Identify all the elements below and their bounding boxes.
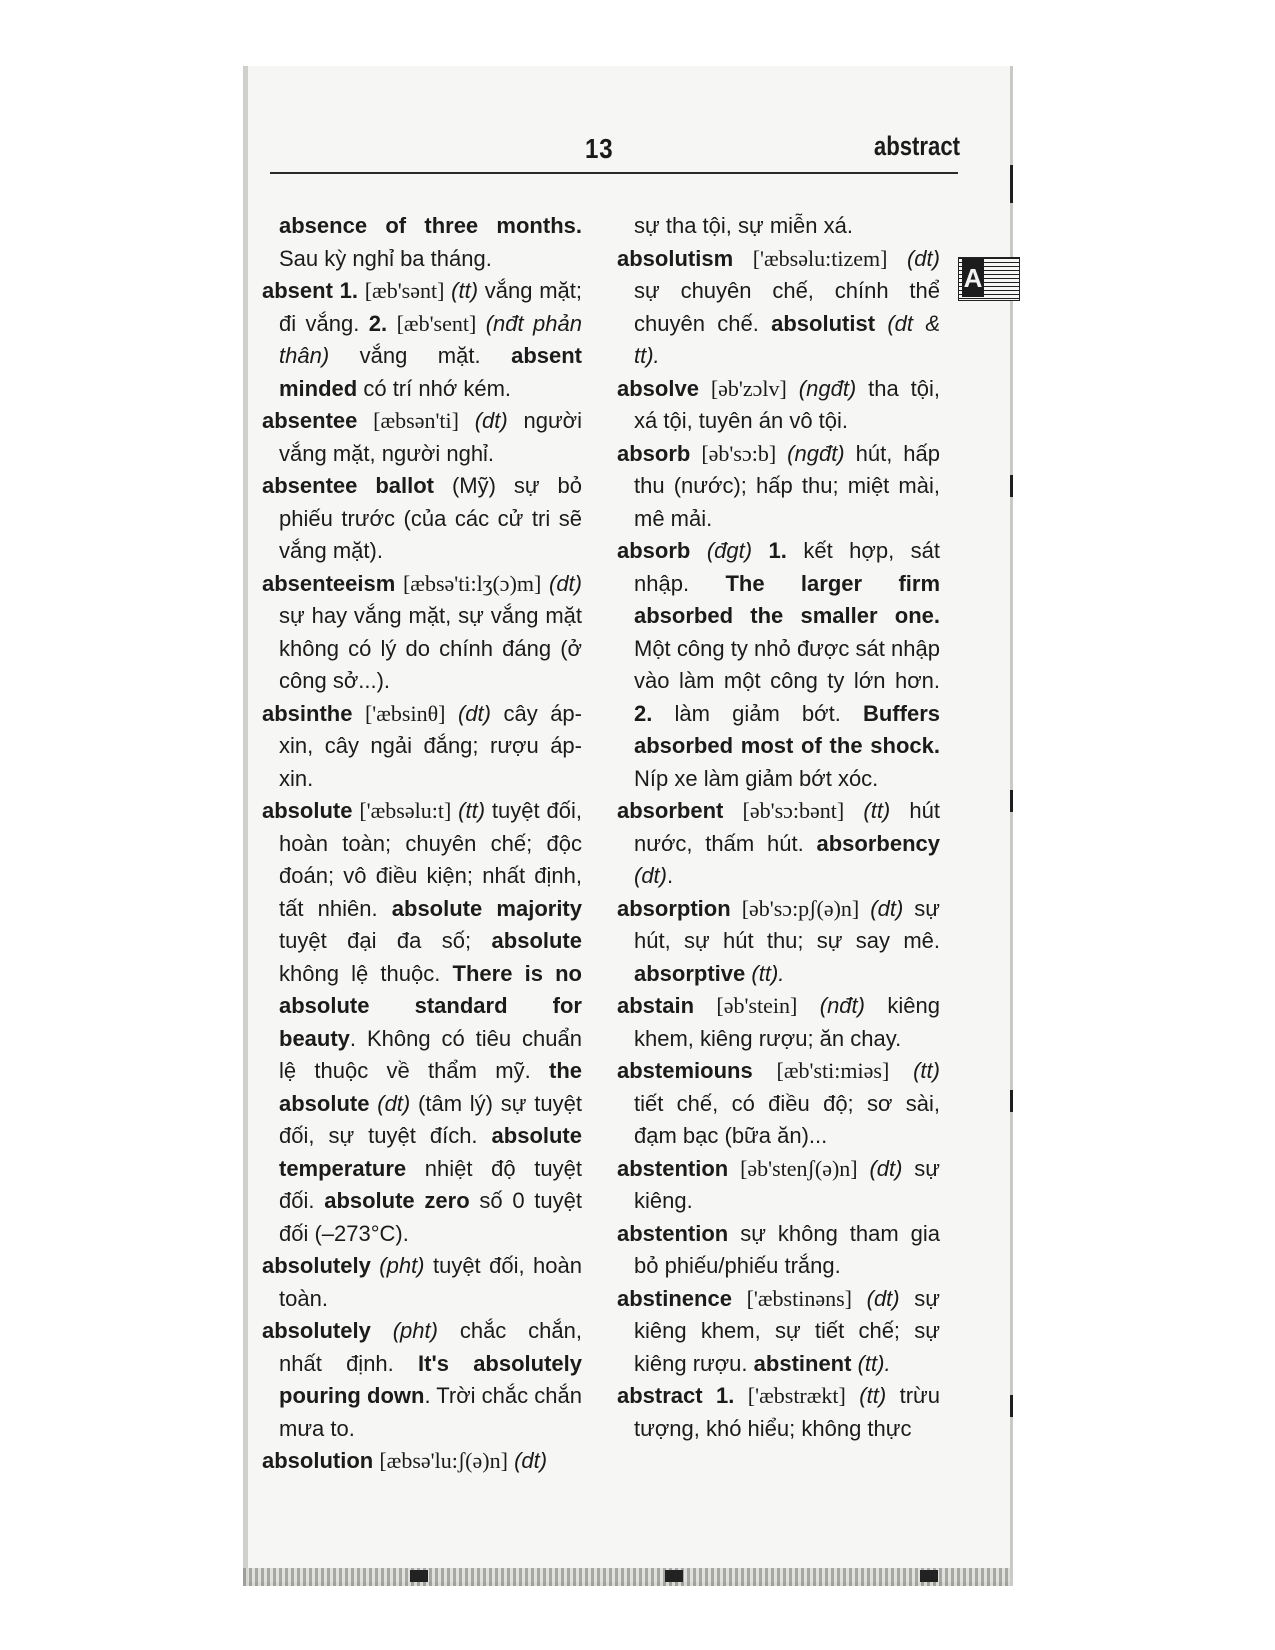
definition-text: làm giảm bớt.: [652, 700, 863, 726]
definition-text: sự tha tội, sự miễn xá.: [634, 213, 853, 238]
pronunciation: ['æbsəlu:t]: [359, 798, 452, 823]
dictionary-entry: [617, 535, 940, 795]
pronunciation: [æbsə'lu:ʃ(ə)n]: [379, 1448, 508, 1473]
definition-text: [852, 1286, 867, 1311]
dictionary-entry: [262, 568, 582, 698]
part-of-speech: (tt): [913, 1058, 940, 1083]
sense-number: 1.: [768, 538, 787, 563]
headword: absinthe: [262, 700, 353, 726]
definition-text: [732, 1286, 747, 1311]
definition-text: [723, 798, 742, 823]
definition-text: [694, 993, 716, 1018]
edge-mark: [1010, 1090, 1013, 1112]
edge-mark: [1010, 1395, 1013, 1417]
header-rule: [270, 172, 958, 174]
pronunciation: [æbsə'ti:lʒ(ɔ)m]: [402, 570, 542, 596]
definition-text: vắng mặt.: [329, 343, 512, 368]
definition-text: (Mỹ) sự bỏ phiếu trước (của các cử tri sẽ vắng mặt).: [279, 473, 583, 563]
definition-text: [733, 246, 753, 271]
bottom-mark: [410, 1570, 428, 1582]
definition-text: [699, 376, 711, 401]
part-of-speech: (dt): [869, 1155, 903, 1181]
dictionary-entry: [617, 1055, 940, 1153]
definition-text: [703, 1383, 716, 1408]
dictionary-entry: [617, 243, 940, 373]
right-column: [617, 210, 940, 1445]
definition-text: .: [667, 863, 674, 888]
dictionary-entry: [617, 990, 940, 1055]
definition-text: không lệ thuộc.: [279, 960, 453, 986]
dictionary-entry: [617, 795, 940, 893]
headword: absolution: [262, 1448, 374, 1473]
dictionary-entry: [262, 405, 582, 470]
part-of-speech: (tt).: [751, 960, 785, 986]
pronunciation: [æbsən'ti]: [373, 408, 459, 433]
definition-text: [333, 278, 340, 303]
headword: absolute majority: [391, 895, 582, 921]
page-header: [270, 125, 960, 175]
thumb-index-letter: A: [962, 259, 984, 297]
sense-number: 2.: [634, 700, 653, 726]
edge-mark: [1010, 790, 1013, 812]
definition-text: [459, 408, 475, 433]
definition-text: cây áp-xin, cây ngải đắng; rượu áp-xin.: [279, 700, 582, 791]
part-of-speech: (pht): [392, 1318, 438, 1343]
dictionary-entry: [262, 795, 582, 1250]
part-of-speech: (tt).: [857, 1350, 891, 1376]
headword: absorb: [617, 440, 691, 466]
dictionary-entry: [617, 1218, 940, 1283]
definition-text: [395, 571, 403, 596]
definition-text: [887, 246, 907, 271]
definition-text: [476, 311, 485, 336]
definition-text: [858, 1156, 870, 1181]
pronunciation: [əb'stenʃ(ə)n]: [740, 1155, 858, 1181]
edge-mark: [1010, 475, 1013, 497]
definition-text: [690, 441, 701, 466]
headword: abstain: [617, 993, 695, 1018]
definition-text: [731, 896, 742, 921]
definition-text: người vắng mặt, người nghỉ.: [279, 408, 582, 466]
headword: absentee: [262, 408, 358, 433]
part-of-speech: (dt): [549, 570, 582, 596]
bottom-mark: [665, 1570, 683, 1582]
dictionary-entry: [262, 275, 582, 405]
headword: absent: [262, 278, 333, 303]
headword: absorbent: [617, 798, 724, 823]
entry-continuation: [262, 210, 582, 275]
definition-text: (tâm lý) sự tuyệt đối, sự tuyệt đích.: [279, 1090, 582, 1148]
headword: absolutely: [262, 1318, 371, 1343]
definition-text: sự hút, sự hút thu; sự say mê.: [634, 895, 940, 953]
definition-text: vắng mặt; đi vắng.: [279, 278, 582, 336]
example-text: There is no absolute standard for beauty: [279, 960, 582, 1051]
definition-text: hút nước, thấm hút.: [634, 798, 940, 856]
part-of-speech: (dt): [870, 895, 904, 921]
headword: absorbency: [816, 830, 940, 856]
headword: absorption: [617, 895, 731, 921]
part-of-speech: (đgt): [706, 538, 753, 563]
dictionary-entry: [617, 1380, 940, 1445]
part-of-speech: (tt): [863, 798, 891, 823]
part-of-speech: (tt): [458, 798, 486, 823]
dictionary-entry: [617, 438, 940, 536]
dictionary-entry: [617, 373, 940, 438]
example-text: The larger firm absorbed the smaller one.: [634, 570, 941, 628]
dictionary-entry: [262, 470, 582, 568]
dictionary-entry: [262, 1250, 582, 1315]
definition-text: [875, 311, 887, 336]
definition-text: [787, 376, 799, 401]
definition-text: [753, 1058, 777, 1083]
part-of-speech: (dt & tt).: [634, 310, 940, 368]
definition-text: sự kiêng.: [634, 1155, 940, 1213]
pronunciation: ['æbstrækt]: [747, 1383, 846, 1408]
example-text: It's absolutely pouring down: [279, 1350, 582, 1408]
dictionary-entry: [262, 698, 582, 796]
pronunciation: [æb'sənt]: [364, 278, 445, 303]
definition-text: tha tội, xá tội, tuyên án vô tội.: [634, 375, 940, 433]
pronunciation: [əb'sɔ:b]: [701, 440, 777, 466]
headword: absolute zero: [324, 1188, 470, 1213]
headword: absolutism: [617, 245, 734, 271]
headword: absolutely: [262, 1253, 371, 1278]
dictionary-entry: [617, 1153, 940, 1218]
dictionary-entry: [262, 1315, 582, 1445]
headword: absenteeism: [262, 570, 396, 596]
headword: absentee ballot: [262, 473, 434, 498]
definition-text: tuyệt đối, hoàn toàn.: [279, 1253, 582, 1311]
pronunciation: [æb'sent]: [396, 310, 477, 336]
definition-text: [728, 1156, 740, 1181]
part-of-speech: (nđt phản thân): [279, 310, 582, 368]
definition-text: [734, 1383, 747, 1408]
definition-text: [690, 538, 706, 563]
headword: absolutist: [771, 310, 876, 336]
headword: absolute: [262, 798, 353, 823]
dictionary-entry: [617, 1283, 940, 1381]
guide-word: abstract: [873, 131, 960, 161]
definition-text: sự chuyên chế, chính thể chuyên chế.: [634, 278, 940, 336]
definition-text: tuyệt đối, hoàn toàn; chuyên chế; độc đoán; vô điều kiện; nhất định, tất nhiên.: [279, 798, 582, 921]
definition-text: Níp xe làm giảm bớt xóc.: [634, 765, 879, 791]
pronunciation: [əb'stein]: [716, 993, 798, 1018]
pronunciation: ['æbstinəns]: [746, 1285, 852, 1311]
part-of-speech: (dt): [474, 408, 508, 433]
definition-text: . Không có tiêu chuẩn lệ thuộc về thẩm mỹ.: [279, 1025, 582, 1083]
definition-text: nhiệt độ tuyệt đối.: [279, 1155, 582, 1213]
page-bottom-edge: [243, 1568, 1010, 1586]
definition-text: tiết chế, có điều độ; sơ sài, đạm bạc (bữa ăn)...: [634, 1090, 940, 1148]
headword: absent minded: [279, 343, 582, 401]
sense-number: 1.: [339, 278, 358, 303]
definition-text: tuyệt đại đa số;: [279, 928, 492, 953]
definition-text: có trí nhớ kém.: [357, 375, 512, 401]
definition-text: [844, 798, 863, 823]
definition-text: [797, 993, 819, 1018]
part-of-speech: (dt): [906, 245, 940, 271]
pronunciation: [əb'sɔ:pʃ(ə)n]: [741, 895, 860, 921]
part-of-speech: (nđt): [819, 993, 865, 1018]
example-text: absence of three months.: [279, 213, 582, 238]
definition-text: kết hợp, sát nhập.: [634, 538, 940, 596]
headword: abstemiouns: [617, 1058, 753, 1083]
definition-text: [846, 1383, 859, 1408]
definition-text: [752, 538, 768, 563]
headword: abstinence: [617, 1285, 732, 1311]
pronunciation: ['æbsinθ]: [364, 700, 446, 726]
part-of-speech: (dt): [377, 1090, 411, 1116]
definition-text: [776, 441, 787, 466]
definition-text: trừu tượng, khó hiểu; không thực: [634, 1383, 940, 1441]
headword: absorb: [617, 538, 691, 563]
example-text: Buffers absorbed most of the shock.: [634, 700, 940, 758]
dictionary-entry: [617, 893, 940, 991]
definition-text: . Trời chắc chắn mưa to.: [279, 1383, 582, 1441]
definition-text: [357, 408, 373, 433]
sense-number: 2.: [368, 310, 388, 336]
definition-text: hút, hấp thu (nước); hấp thu; miệt mài, mê mải.: [634, 440, 940, 531]
headword: absolve: [617, 375, 699, 401]
page-number: 13: [585, 133, 614, 164]
definition-text: [358, 278, 365, 303]
edge-mark: [1010, 165, 1013, 203]
definition-text: [371, 1253, 379, 1278]
definition-text: [541, 571, 549, 596]
part-of-speech: (tt): [451, 278, 479, 303]
headword: absolute: [491, 928, 582, 953]
part-of-speech: (ngđt): [787, 440, 845, 466]
definition-text: [889, 1058, 913, 1083]
bottom-mark: [920, 1570, 938, 1582]
headword: abstention: [617, 1155, 729, 1181]
definition-text: [859, 896, 870, 921]
definition-text: [371, 1318, 393, 1343]
pronunciation: [əb'sɔ:bənt]: [742, 798, 845, 823]
sense-number: 1.: [716, 1383, 735, 1408]
part-of-speech: (dt): [457, 700, 491, 726]
pronunciation: [əb'zɔlv]: [710, 375, 787, 401]
headword: abstention: [617, 1220, 729, 1246]
dictionary-entry: [262, 1445, 582, 1478]
definition-text: chắc chắn, nhất định.: [279, 1318, 582, 1376]
definition-text: Một công ty nhỏ được sát nhập vào làm một công ty lớn hơn.: [634, 635, 940, 693]
definition-text: sự không tham gia bỏ phiếu/phiếu trắng.: [634, 1220, 940, 1278]
part-of-speech: (pht): [379, 1253, 425, 1278]
headword: abstract: [617, 1383, 703, 1408]
headword: the absolute: [279, 1058, 582, 1116]
entry-continuation: [617, 210, 940, 243]
pronunciation: [æb'sti:miəs]: [776, 1058, 890, 1083]
definition-text: Sau kỳ nghỉ ba tháng.: [279, 245, 492, 271]
definition-text: [445, 701, 458, 726]
part-of-speech: (ngđt): [798, 375, 857, 401]
definition-text: số 0 tuyệt đối (–273°C).: [279, 1188, 582, 1246]
headword: abstinent: [753, 1350, 852, 1376]
part-of-speech: (dt): [634, 863, 667, 888]
definition-text: kiêng khem, kiêng rượu; ăn chay.: [634, 993, 940, 1051]
headword: absorptive: [634, 960, 746, 986]
pronunciation: ['æbsəlu:tizem]: [752, 245, 888, 271]
definition-text: sự hay vắng mặt, sự vắng mặt không có lý do chính đáng (ở công sở...).: [279, 603, 582, 693]
part-of-speech: (tt): [859, 1383, 887, 1408]
part-of-speech: (dt): [514, 1448, 548, 1473]
definition-text: [352, 701, 365, 726]
part-of-speech: (dt): [866, 1285, 900, 1311]
definition-text: sự kiêng khem, sự tiết chế; sự kiêng rượu.: [634, 1285, 940, 1376]
definition-text: [387, 311, 396, 336]
left-column: [262, 210, 582, 1478]
headword: absolute temperature: [279, 1123, 582, 1181]
